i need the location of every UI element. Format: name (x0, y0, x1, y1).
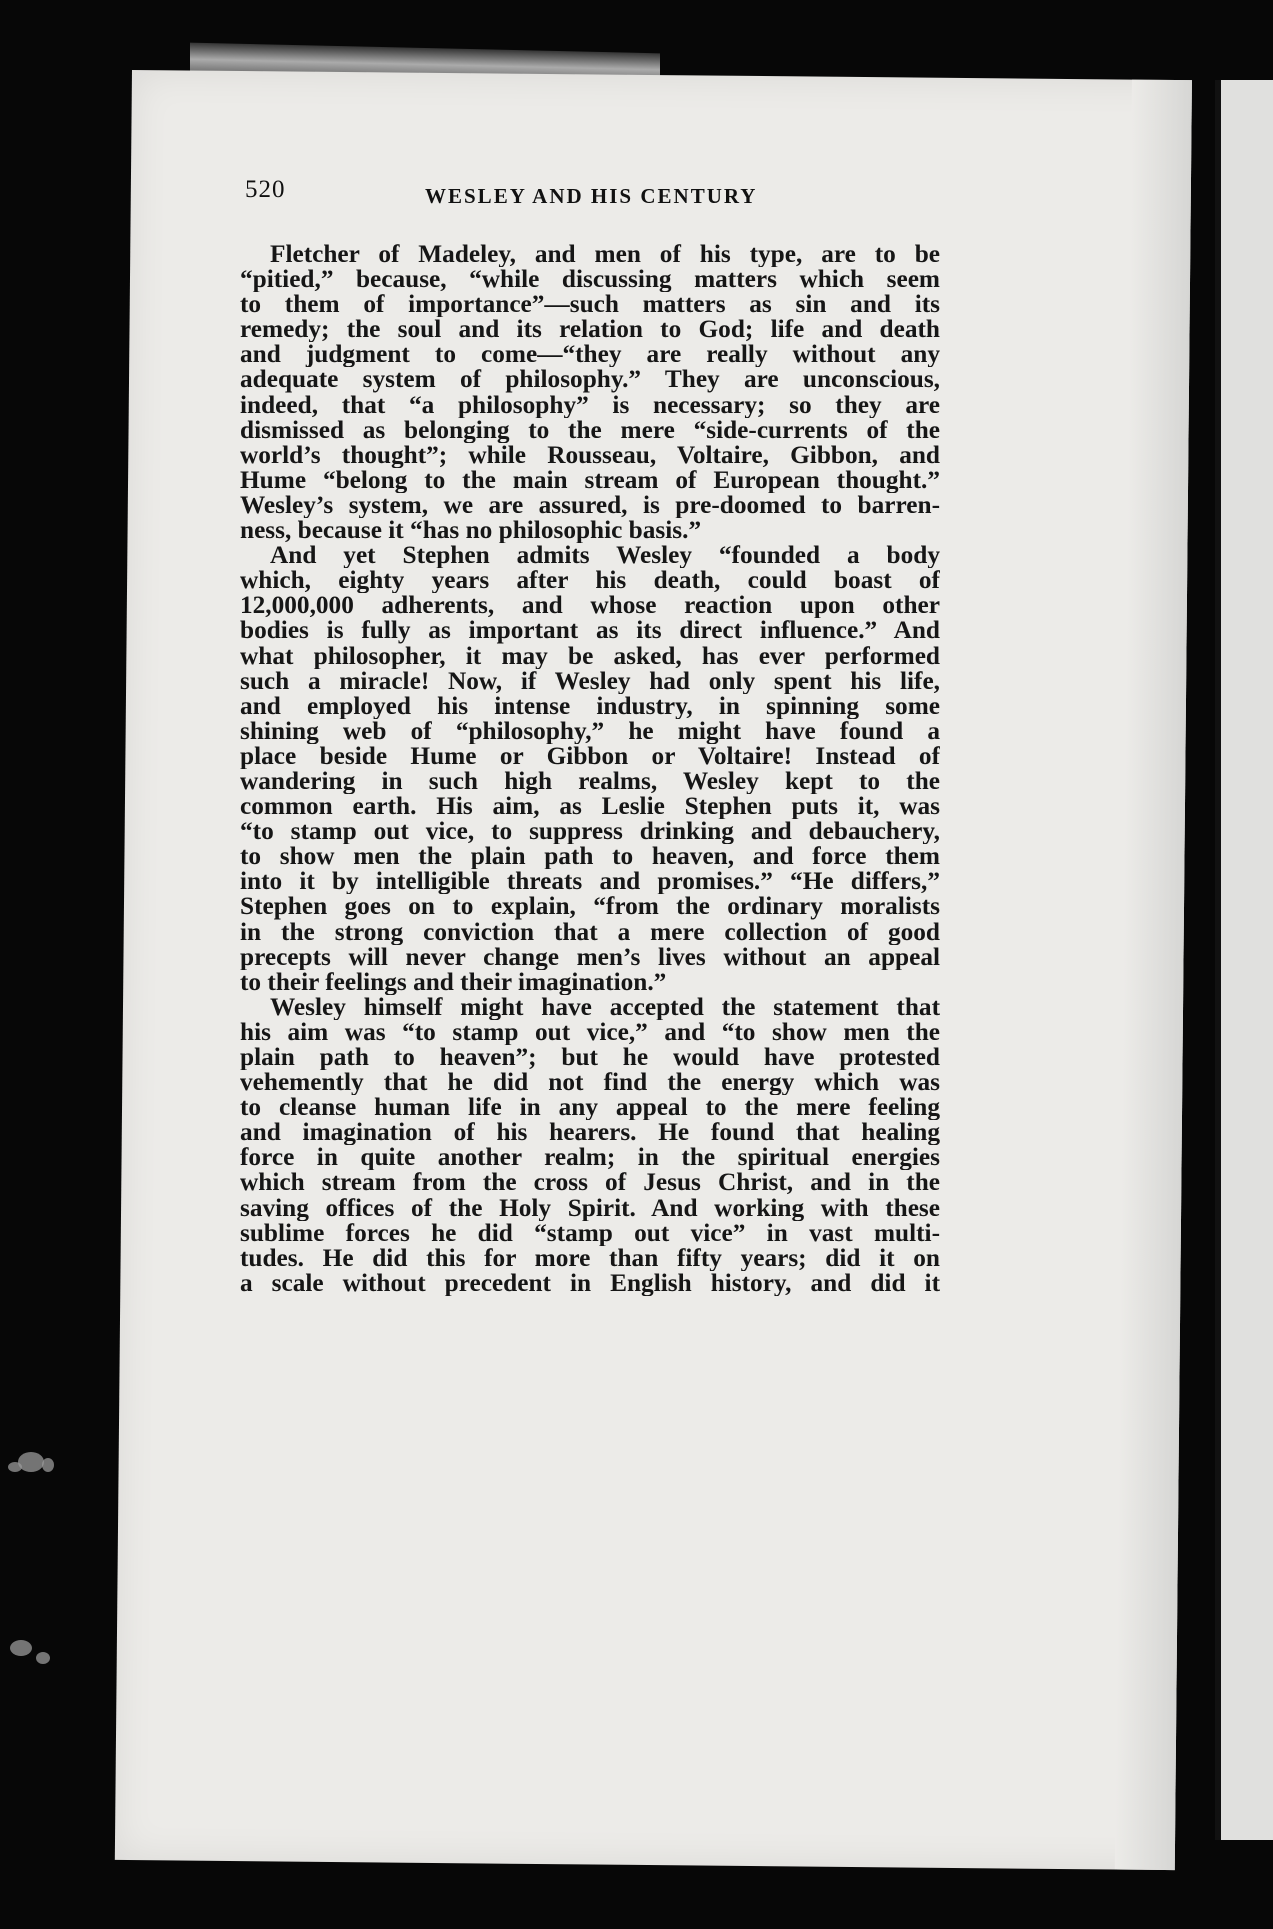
scan-specks (0, 1400, 70, 1720)
text-line: adequate system of philosophy.” They are unconscious, (240, 367, 940, 393)
text-line: tudes. He did this for more than fifty years; did it on (240, 1245, 940, 1271)
text-line: to them of importance”—such matters as sin and its (240, 292, 940, 318)
text-line: Hume “belong to the main stream of European thought.” (240, 467, 940, 493)
text-line: And yet Stephen admits Wesley “founded a body (270, 543, 940, 569)
text-line: indeed, that “a philosophy” is necessary; so they are (240, 392, 940, 418)
text-line: which stream from the cross of Jesus Christ, and in the (240, 1170, 940, 1196)
text-line: in the strong conviction that a mere collection of good (240, 919, 940, 945)
text-line: remedy; the soul and its relation to God; life and death (240, 317, 940, 343)
text-line: such a miracle! Now, if Wesley had only spent his life, (240, 668, 940, 694)
page-margin-shadow (1115, 80, 1192, 1870)
text-line: wandering in such high realms, Wesley kept to the (240, 768, 940, 795)
text-line: “to stamp out vice, to suppress drinking and debauchery, (240, 819, 940, 845)
running-head: WESLEY AND HIS CENTURY (425, 184, 758, 208)
speck (10, 1640, 32, 1656)
text-line: force in quite another realm; in the spiritual energies (240, 1145, 940, 1171)
text-line: which, eighty years after his death, could boast of (240, 568, 940, 594)
text-line: a scale without precedent in English history, and did it (240, 1270, 940, 1296)
text-line: and employed his intense industry, in spinning some (240, 693, 940, 719)
text-line: Fletcher of Madeley, and men of his type, are to be (270, 242, 940, 268)
speck (18, 1452, 44, 1472)
text-line: precepts will never change men’s lives without an appeal (240, 944, 940, 970)
text-line: plain path to heaven”; but he would have protested (240, 1045, 940, 1071)
adjacent-page-edge (1215, 80, 1273, 1840)
text-line: dismissed as belonging to the mere “side-currents of the (240, 417, 940, 443)
text-line: saving offices of the Holy Spirit. And working with these (240, 1195, 940, 1221)
text-line: to their feelings and their imagination.” (240, 969, 667, 995)
text-line: place beside Hume or Gibbon or Voltaire! Instead of (240, 743, 940, 769)
text-line: ness, because it “has no philosophic basis.” (240, 518, 702, 544)
text-line: “pitied,” because, “while discussing matters which seem (240, 267, 940, 293)
text-line: his aim was “to stamp out vice,” and “to show men the (240, 1019, 940, 1045)
text-line: Wesley himself might have accepted the statement that (270, 994, 940, 1020)
page-number: 520 (245, 176, 286, 203)
text-line: sublime forces he did “stamp out vice” in vast multi- (240, 1220, 940, 1246)
text-line: vehemently that he did not find the energy which was (240, 1070, 940, 1096)
speck (36, 1652, 50, 1664)
paragraph (240, 242, 940, 543)
speck (8, 1462, 22, 1472)
body-text (240, 242, 940, 1296)
text-line: into it by intelligible threats and promises.” “He differs,” (240, 869, 940, 895)
text-line: shining web of “philosophy,” he might have found a (240, 718, 940, 744)
text-line: bodies is fully as important as its direct influence.” And (240, 618, 940, 644)
text-line: world’s thought”; while Rousseau, Voltaire, Gibbon, and (240, 442, 940, 468)
text-line: Stephen goes on to explain, “from the ordinary moralists (240, 894, 940, 920)
text-line: Wesley’s system, we are assured, is pre-doomed to barren- (240, 492, 940, 519)
text-line: and imagination of his hearers. He found that healing (240, 1120, 940, 1146)
paragraph (240, 543, 940, 995)
speck (42, 1458, 54, 1472)
text-line: to cleanse human life in any appeal to the mere feeling (240, 1095, 940, 1121)
text-line: to show men the plain path to heaven, and force them (240, 844, 940, 870)
text-line: 12,000,000 adherents, and whose reaction upon other (240, 593, 940, 619)
text-line: what philosopher, it may be asked, has ever performed (240, 643, 940, 669)
text-line: common earth. His aim, as Leslie Stephen puts it, was (240, 794, 940, 820)
paragraph (240, 995, 940, 1296)
text-line: and judgment to come—“they are really without any (240, 342, 940, 368)
page-header (245, 176, 935, 220)
